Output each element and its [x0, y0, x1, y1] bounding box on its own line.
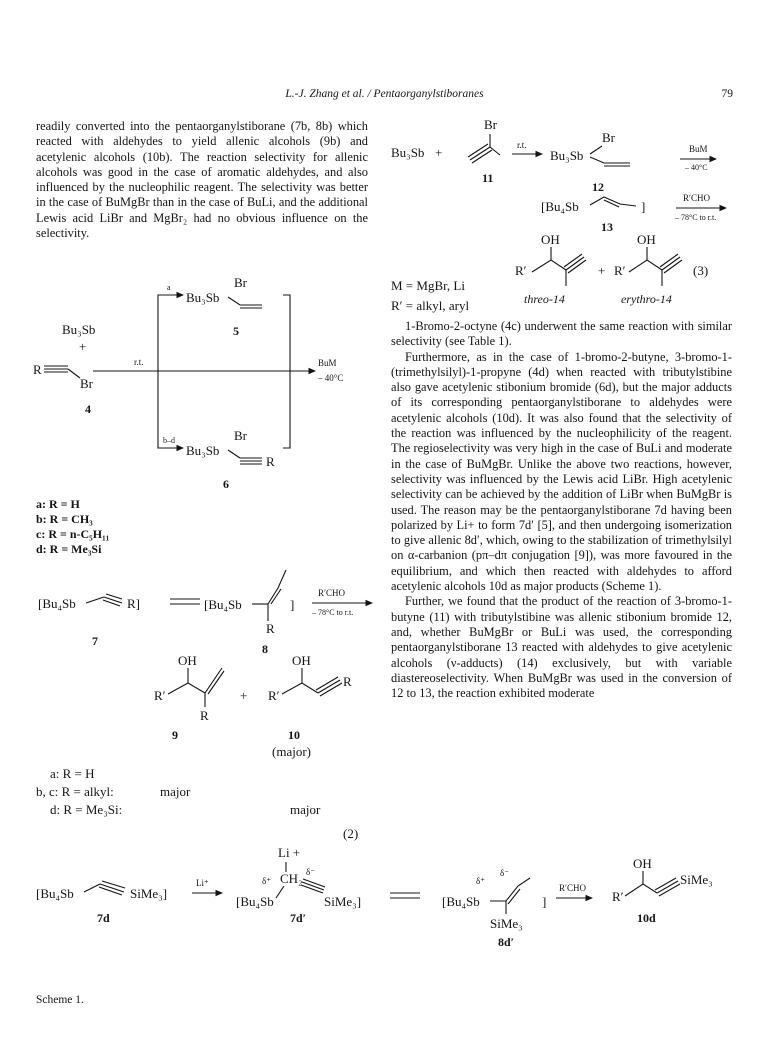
subst-c: c: R = n-C₅H₁₁ [36, 527, 110, 541]
compound-13: 13 [601, 220, 613, 234]
cmpd8dp-delta-minus: δ⁻ [500, 868, 509, 878]
cmpd7-r: R] [127, 596, 140, 611]
major-10: major [290, 802, 321, 817]
cmpd9-rprime: R′ [154, 688, 166, 703]
major-9: major [160, 784, 191, 799]
rprime-definition: R′ = alkyl, aryl [391, 298, 470, 313]
compound-4: 4 [85, 402, 91, 416]
cmpd9-r: R [200, 708, 209, 723]
page-number: 79 [721, 88, 733, 100]
equation-number-2: (2) [343, 826, 359, 841]
product6-r: R [266, 454, 275, 469]
rcho-label: R′CHO [559, 883, 586, 893]
scheme-equation-2 [33, 275, 372, 841]
right-column-text [391, 319, 732, 701]
cmpd13-sb: [Bu₄Sb [541, 199, 579, 214]
major-tag: (major) [272, 744, 311, 759]
cmpd7d-sime3: SiMe₃] [130, 886, 168, 901]
compound-10d: 10d [637, 911, 656, 925]
compound-11: 11 [482, 171, 494, 185]
plus-sign: + [598, 263, 606, 278]
plus-sign: + [435, 145, 443, 160]
substrate-br: Br [484, 117, 497, 132]
row-bc: b, c: R = alkyl: [36, 784, 114, 799]
cmpd8-bracket: ] [290, 597, 295, 612]
bum-label: BuM [689, 144, 708, 154]
threo-oh: OH [541, 232, 560, 247]
erythro-14-label: erythro-14 [621, 292, 672, 306]
compound-10: 10 [288, 728, 300, 742]
cmpd12-br: Br [602, 130, 615, 145]
substrate-r: R [33, 362, 42, 377]
cmpd7dp-sime3: SiMe₃] [324, 894, 362, 909]
cmpd10d-sime3: SiMe₃ [680, 872, 713, 887]
reagent-label: Bu₃Sb [391, 145, 425, 160]
cmpd8dp-sime3: SiMe₃ [490, 916, 523, 931]
erythro-oh: OH [637, 232, 656, 247]
cmpd8dp-delta-plus: δ⁺ [476, 876, 485, 886]
compound-7d: 7d [97, 911, 110, 925]
threo-14-label: threo-14 [524, 292, 565, 306]
erythro-rprime: R′ [614, 263, 626, 278]
product5-sb: Bu₃Sb [186, 290, 220, 305]
cmpd10-rprime: R′ [268, 688, 280, 703]
cmpd10-oh: OH [292, 653, 311, 668]
cmpd8-r: R [266, 621, 275, 636]
li-plus-label: Li⁺ [196, 878, 209, 888]
running-title: L.-J. Zhang et al. / Pentaorganylstiboranes [285, 88, 484, 100]
cmpd12-sb: Bu₃Sb [550, 148, 584, 163]
rcho-label: R′CHO [318, 588, 345, 598]
compound-6: 6 [223, 477, 229, 491]
cmpd7dp-delta-minus: δ⁻ [306, 867, 315, 877]
cmpd7-sb: [Bu₄Sb [38, 596, 76, 611]
cmpd7dp-li: Li + [278, 845, 301, 860]
plus-sign: + [240, 688, 248, 703]
left-column-text [36, 119, 368, 241]
subst-a: a: R = H [36, 497, 80, 511]
compound-7d-prime: 7d′ [290, 911, 307, 925]
bum-label: BuM [318, 358, 337, 368]
compound-5: 5 [233, 324, 239, 338]
equation-number-3: (3) [693, 263, 709, 278]
running-header [36, 88, 733, 106]
cond-label: – 78°C to r.t. [675, 213, 717, 222]
cmpd10-r: R [343, 674, 352, 689]
cmpd8-sb: [Bu₄Sb [204, 597, 242, 612]
paragraph: Further, we found that the product of the reaction of 3-bromo-1-butyne (11) with tributylstibine was allenic stibonium bromide 12, and, whether BuMgBr or BuLi was used, the corresponding pentaorganylstiborane 13 reacted with aldehydes to give acetylenic alcohols (ν-adducts) (14) exclusively, but with variable diastereoselectivity. When BuMgBr was used in the conversion of 12 to 13, the reaction exhibited moderate [391, 594, 732, 701]
product6-br: Br [234, 428, 247, 443]
compound-9: 9 [172, 728, 178, 742]
scheme-equation-3 [391, 117, 726, 313]
cond-label: – 78°C to r.t. [312, 608, 354, 617]
row-a: a: R = H [50, 766, 95, 781]
compound-12: 12 [592, 180, 604, 194]
scheme-1 [36, 845, 713, 949]
m-definition: M = MgBr, Li [391, 278, 465, 293]
compound-8d-prime: 8d′ [498, 935, 515, 949]
product6-sb: Bu₃Sb [186, 443, 220, 458]
rcho-label: R′CHO [683, 193, 710, 203]
cmpd7dp-sb: [Bu₄Sb [236, 894, 274, 909]
cmpd8dp-sb: [Bu₄Sb [442, 894, 480, 909]
cmpd7d-sb: [Bu₄Sb [36, 886, 74, 901]
paragraph: Furthermore, as in the case of 1-bromo-2-butyne, 3-bromo-1-(trimethylsilyl)-1-propyne (4d) when reacted with tributylstibine also gave acetylenic stibonium bromide (6d), but the major adducts of its corresponding pentaorganylstiborane to aldehydes were acetylenic alcohols (10d). It was also found that the selectivity of the reaction was influenced by the nucleophilicity of the reagent. The regioselectivity was very high in the case of BuLi and moderate in the case of BuMgBr. Unlike the above two reactions, however, selectivity was influenced by the Lewis acid LiBr. High acetylenic selectivity can be achieved by the addition of LiBr when BuMgBr is used. The reason may be the pentaorganylstiborane 7d having been polarized by Li+ to form 7d′ [5], and then undergoing isomerization to give allenic 8d′, which, owing to the stabilization of trimethylsilyl on α-carbanion (pπ–dπ conjugation [9]), was more favoured in the equilibrium, and which then reacted with aldehydes to afford acetylenic alcohols 10d as major products (Scheme 1). [391, 349, 732, 594]
product5-br: Br [234, 275, 247, 290]
route-a: a [167, 283, 171, 292]
threo-rprime: R′ [515, 263, 527, 278]
substrate-br: Br [80, 376, 93, 391]
compound-7: 7 [92, 634, 98, 648]
route-bd: b–d [163, 436, 175, 445]
row-d: d: R = Me₃Si: [50, 802, 123, 817]
reagent-label: Bu₃Sb [62, 322, 96, 337]
cmpd7dp-ch2: CH₂ [280, 871, 303, 886]
compound-8: 8 [262, 642, 268, 656]
temp-label: – 40°C [685, 163, 708, 172]
paragraph: readily converted into the pentaorganylstiborane (7b, 8b) which reacted with aldehydes to yield allenic alcohols (9b) and acetylenic alcohols (10b). The reaction selectivity for allenic alcohols was good in the case of aromatic aldehydes, and also influenced by the nucleophilic reagent. The selectivity was better in the case of BuMgBr than in the case of BuLi, and the additional Lewis acid LiBr and MgBr₂ had no obvious influence on the selectivity. [36, 119, 368, 241]
cmpd13-bracket: ] [641, 199, 646, 214]
subst-b: b: R = CH₃ [36, 512, 93, 526]
paragraph: 1-Bromo-2-octyne (4c) underwent the same reaction with similar selectivity (see Table 1). [391, 319, 732, 349]
rt-label: r.t. [517, 140, 527, 150]
cmpd10d-rprime: R′ [612, 889, 624, 904]
scheme-caption: Scheme 1. [36, 994, 84, 1006]
subst-d: d: R = Me₃Si [36, 542, 102, 556]
temp-label: – 40°C [318, 373, 344, 383]
cmpd7dp-delta-plus: δ⁺ [262, 876, 271, 886]
rt-label: r.t. [134, 357, 144, 367]
cmpd9-oh: OH [178, 653, 197, 668]
cmpd10d-oh: OH [633, 856, 652, 871]
plus-sign: + [79, 339, 87, 354]
cmpd8dp-bracket: ] [542, 894, 547, 909]
